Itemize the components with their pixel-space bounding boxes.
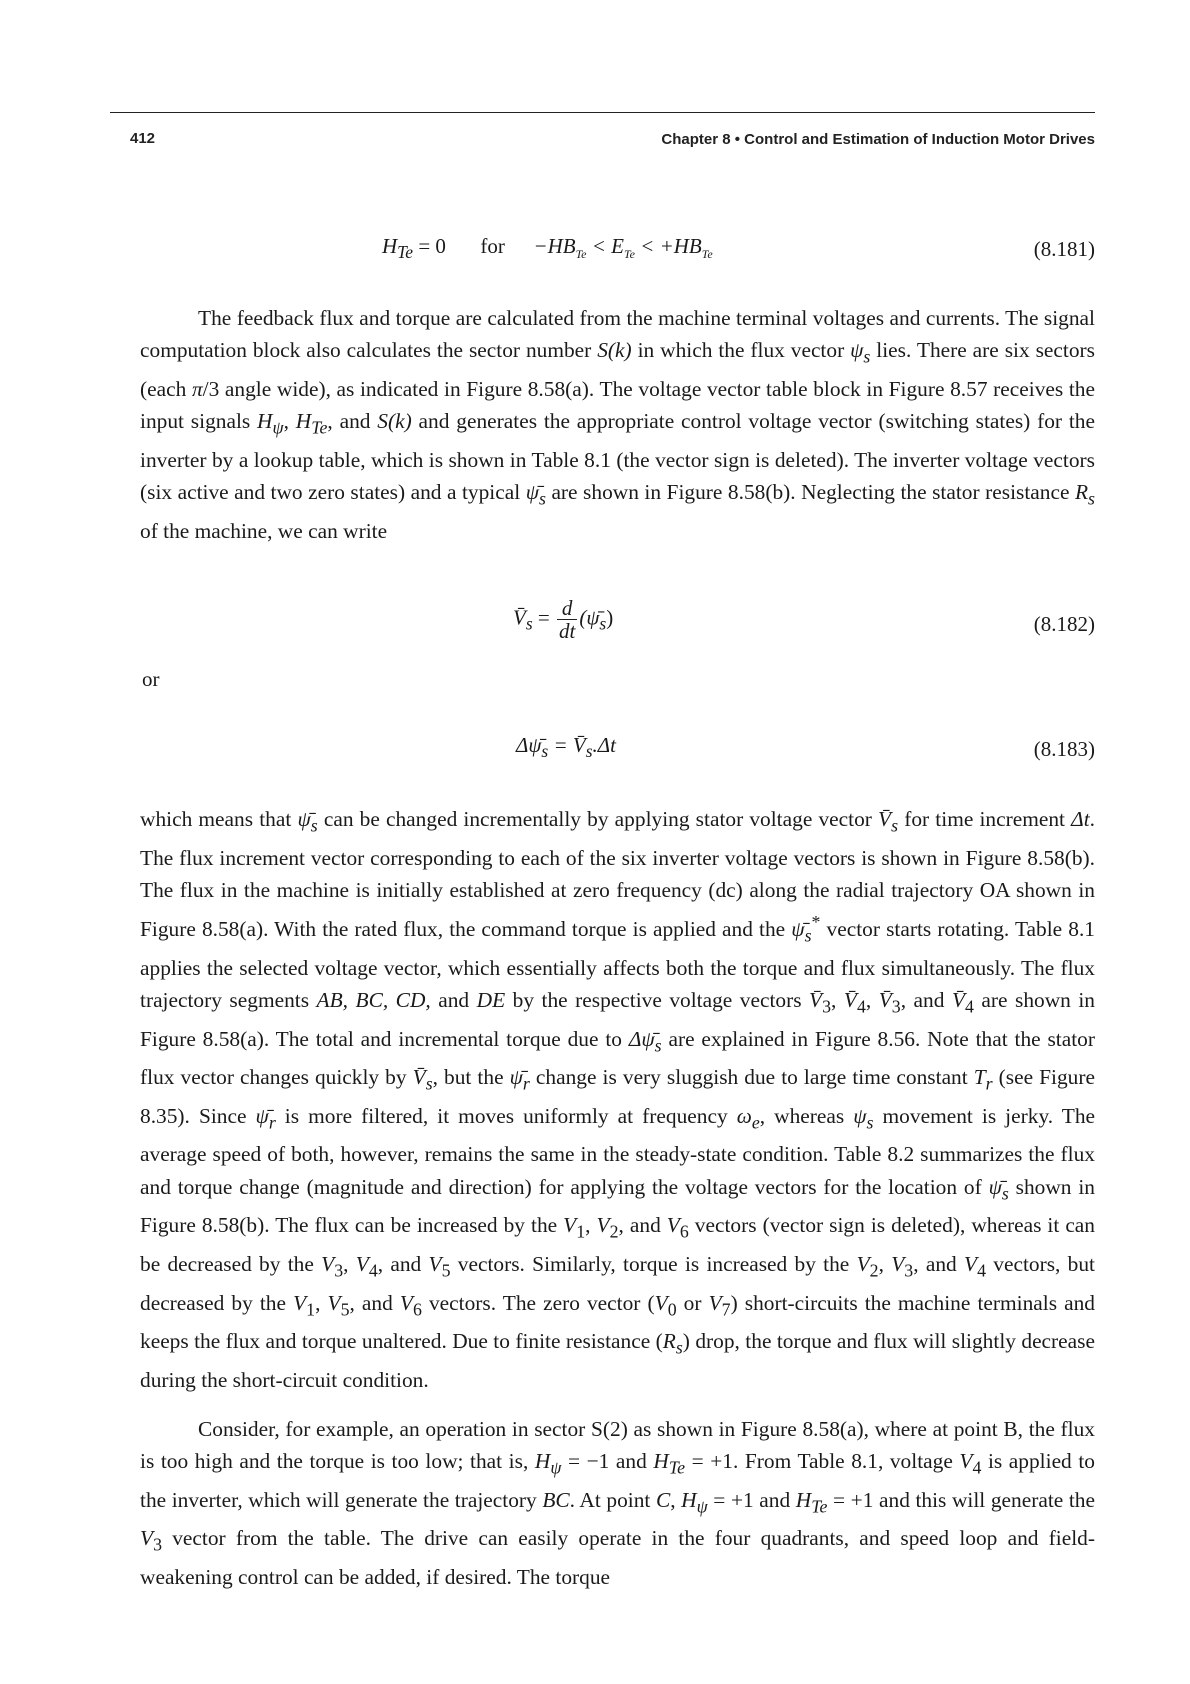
equation-8-183: $\Delta\psī_s$ = $V̄_s.\Delta t$ [516, 733, 616, 762]
equation-number-8-181: (8.181) [1033, 237, 1095, 261]
fraction-d-dt: $\frac{d}{dt}$ [558, 596, 576, 644]
paragraph-2: which means that $\psī_s$ can be changed incrementally by applying stator voltage vector $V̄_s$ for time increment Δt. The flux increment vector corresponding to each of the six inverter voltage vectors is shown in Figure 8.58(b). The flux in the machine is initially established at zero frequency (dc) along the radial trajectory OA shown in Figure 8.58(a). With the rated flux, the command torque is applied and the $\psī_s^*$ vector starts rotating. Table 8.1 applies the selected voltage vector, which essentially affects both the torque and flux simultaneously. The flux trajectory segments AB, BC, CD, and DE by the respective voltage vectors $V̄_3$, $V̄_4$, $V̄_3$, and $V̄_4$ are shown in Figure 8.58(a). The total and incremental torque due to $\Delta\psī_s$ are explained in Figure 8.56. Note that the stator flux vector changes quickly by $V̄_s$, but the $\psī_r$ change is very sluggish due to large time constant $T_r$ (see Figure 8.35). Since $\psī_r$ is more filtered, it moves uniformly at frequency $\omega_e$, whereas $\psi_s$ movement is jerky. The average speed of both, however, remains the same in the steady-state condition. Table 8.2 summarizes the flux and torque change (magnitude and direction) for applying the voltage vectors for the location of $\psī_s$ shown in Figure 8.58(b). The flux can be increased by the $V_1$, $V_2$, and $V_6$ vectors (vector sign is deleted), whereas it can be decreased by the $V_3$, $V_4$, and $V_5$ vectors. Similarly, torque is increased by the $V_2$, $V_3$, and $V_4$ vectors, but decreased by the $V_1$, $V_5$, and $V_6$ vectors. The zero vector ($V_0$ or $V_7$) short-circuits the machine terminals and keeps the flux and torque unaltered. Due to finite resistance $(R_s)$ drop, the torque and flux will slightly decrease during the short-circuit condition. [140, 807, 1096, 1392]
header-rule [110, 112, 1095, 113]
or-connector: or [142, 667, 160, 691]
page-number: 412 [130, 130, 156, 147]
equation-number-8-182: (8.182) [1033, 612, 1095, 636]
running-title: Chapter 8 • Control and Estimation of Induction Motor Drives [661, 131, 1095, 148]
equation-8-181: $H_{Te} = 0$ for $-HB_{Te} < E_{Te} < +HB_{Te}$ [382, 234, 713, 263]
equation-number-8-183: (8.183) [1033, 737, 1095, 761]
paragraph-1: The feedback flux and torque are calculated from the machine terminal voltages and currents. The signal computation block also calculates the sector number S(k) in which the flux vector $\psi_s$ lies. There are six sectors (each π/3 angle wide), as indicated in Figure 8.58(a). The voltage vector table block in Figure 8.57 receives the input signals $H_\psi$, $H_{Te}$, and S(k) and generates the appropriate control voltage vector (switching states) for the inverter by a lookup table, which is shown in Table 8.1 (the vector sign is deleted). The inverter voltage vectors (six active and two zero states) and a typical $\psī_s$ are shown in Figure 8.58(b). Neglecting the stator resistance $R_s$ of the machine, we can write [140, 306, 1095, 543]
equation-8-182: $V̄_s$ = $\frac{d}{dt}$ $(\psī_s)$ [513, 596, 614, 644]
paragraph-3: Consider, for example, an operation in sector S(2) as shown in Figure 8.58(a), where at point B, the flux is too high and the torque is too low; that is, $H_\psi = -1$ and $H_{Te} = +1$. From Table 8.1, voltage $V_4$ is applied to the inverter, which will generate the trajectory BC. At point C, $H_\psi = +1$ and $H_{Te} = +1$ and this will generate the $V_3$ vector from the table. The drive can easily operate in the four quadrants, and speed loop and field-weakening control can be added, if desired. The torque [140, 1417, 1095, 1590]
